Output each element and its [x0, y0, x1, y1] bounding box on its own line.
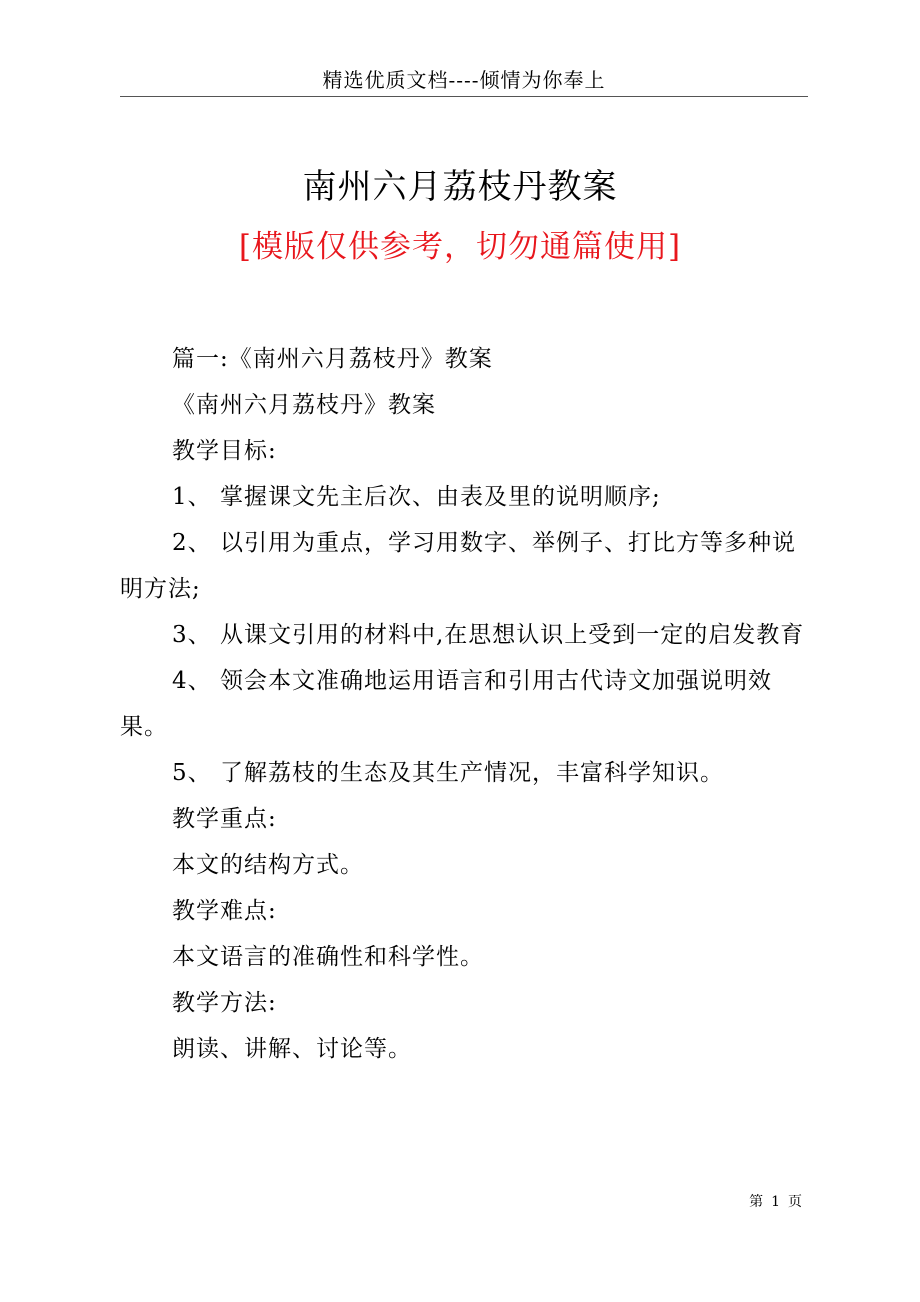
difficulties-text: 本文语言的准确性和科学性。 [172, 944, 484, 970]
methods-text: 朗读、讲解、讨论等。 [172, 1036, 412, 1062]
page-footer-prefix: 第 [749, 1194, 764, 1210]
difficulties-heading: 教学难点: [172, 898, 277, 924]
lesson-title: 《南州六月荔枝丹》教案 [172, 392, 436, 418]
objective-item-5: 5、 了解荔枝的生态及其生产情况，丰富科学知识。 [172, 760, 724, 786]
objective-item-2: 2、 以引用为重点，学习用数字、举例子、打比方等多种说明方法; [120, 530, 796, 602]
document-subtitle: [模版仅供参考，切勿通篇使用] [238, 229, 682, 265]
methods-heading: 教学方法: [172, 990, 277, 1016]
document-title: 南州六月荔枝丹教案 [302, 167, 618, 207]
document-body [120, 336, 810, 1072]
key-points-text: 本文的结构方式。 [172, 852, 364, 878]
header-divider [120, 96, 808, 97]
objectives-heading: 教学目标: [172, 438, 277, 464]
page-header: 精选优质文档----倾情为你奉上 [322, 68, 606, 92]
page-number: 1 [771, 1194, 780, 1210]
objective-item-1: 1、 掌握课文先主后次、由表及里的说明顺序; [172, 484, 661, 510]
objective-item-4: 4、 领会本文准确地运用语言和引用古代诗文加强说明效果。 [120, 668, 772, 740]
page-number-footer [745, 1192, 806, 1212]
objective-item-3: 3、 从课文引用的材料中,在思想认识上受到一定的启发教育 [172, 622, 805, 648]
page-footer-suffix: 页 [788, 1194, 802, 1210]
section-heading: 篇一:《南州六月荔枝丹》教案 [172, 346, 493, 372]
key-points-heading: 教学重点: [172, 806, 277, 832]
